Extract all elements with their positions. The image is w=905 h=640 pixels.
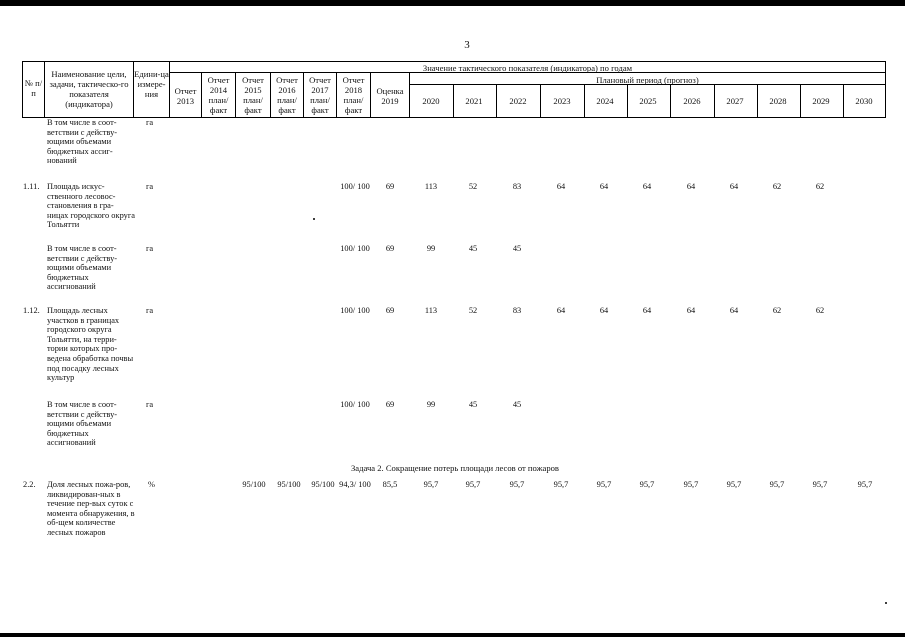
value-2027: 64 [729, 306, 739, 315]
value-2018: 100/ 100 [340, 182, 370, 191]
row-number: 2.2. [23, 480, 36, 489]
value-2026: 64 [686, 306, 696, 315]
row-number: 1.12. [23, 306, 40, 315]
value-2029: 62 [815, 182, 825, 191]
value-2025: 64 [642, 306, 652, 315]
year-2022: 2022 [509, 96, 527, 106]
row-unit: % [148, 480, 155, 489]
value-2021: 52 [468, 306, 478, 315]
year-2030: 2030 [855, 96, 873, 106]
value-2025: 95,7 [639, 480, 655, 489]
year-2021: 2021 [465, 96, 483, 106]
header-report-2015: Отчет 2015 план/ факт [242, 75, 264, 115]
value-2016: 95/100 [277, 480, 301, 489]
header-name: Наименование цели, задачи, тактическо-го показателя (индикатора) [49, 69, 129, 109]
value-2030: 95,7 [857, 480, 873, 489]
value-2029: 62 [815, 306, 825, 315]
row-name: Площадь лесных участков в границах городского округа Тольятти, на терри-тории которых про-ведена обработка почвы под посадку лесных культур [47, 306, 134, 383]
value-2028: 62 [772, 306, 782, 315]
value-2015: 95/100 [242, 480, 266, 489]
header-estimate-2019: Оценка 2019 [376, 86, 404, 106]
value-2029: 95,7 [812, 480, 828, 489]
value-2020: 95,7 [423, 480, 439, 489]
value-2022: 83 [512, 306, 522, 315]
value-2026: 64 [686, 182, 696, 191]
value-2018: 100/ 100 [340, 400, 370, 409]
row-unit: га [146, 400, 154, 409]
year-2023: 2023 [553, 96, 571, 106]
year-2027: 2027 [726, 96, 744, 106]
value-2022: 83 [512, 182, 522, 191]
value-2022: 45 [512, 244, 522, 253]
row-unit: га [146, 306, 154, 315]
task-2-title: Задача 2. Сокращение потерь площади лесов от пожаров [350, 463, 559, 473]
row-name: Площадь искус-ственного лесовос-становления в гра-ницах городского округа Тольятти [47, 182, 135, 230]
value-2019: 69 [385, 306, 395, 315]
header-report-2017: Отчет 2017 план/ факт [309, 75, 331, 115]
scan-speck [885, 602, 887, 604]
value-2024: 64 [599, 306, 609, 315]
value-2020: 113 [424, 182, 438, 191]
header-report-2016: Отчет 2016 план/ факт [276, 75, 298, 115]
value-2018: 94,3/ 100 [339, 480, 371, 489]
row-name: В том числе в соот-ветствии с действу-ющими объемами бюджетных ассигнований [47, 244, 118, 292]
header-group-title: Значение тактического показателя (индикатора) по годам [422, 63, 633, 73]
value-2028: 62 [772, 182, 782, 191]
header-unit: Едини-ца измере-ния [134, 69, 169, 99]
header-no: № п/п [24, 78, 43, 98]
value-2019: 69 [385, 182, 395, 191]
scan-speck [313, 218, 315, 220]
value-2018: 100/ 100 [340, 244, 370, 253]
value-2027: 64 [729, 182, 739, 191]
value-2023: 64 [556, 306, 566, 315]
row-name: В том числе в соот-ветствии с действу-ющими объемами бюджетных ассиг-нований [47, 118, 118, 166]
row-unit: га [146, 244, 154, 253]
row-name: В том числе в соот-ветствии с действу-ющими объемами бюджетных ассигнований [47, 400, 118, 448]
value-2020: 113 [424, 306, 438, 315]
year-2028: 2028 [769, 96, 787, 106]
header-plan-period: Плановый период (прогноз) [596, 75, 699, 85]
header-report-2018: Отчет 2018 план/ факт [342, 75, 365, 115]
value-2021: 45 [468, 400, 478, 409]
header-report-2013: Отчет 2013 [174, 86, 197, 106]
value-2022: 45 [512, 400, 522, 409]
value-2021: 95,7 [465, 480, 481, 489]
value-2019: 69 [385, 400, 395, 409]
value-2023: 64 [556, 182, 566, 191]
value-2024: 64 [599, 182, 609, 191]
top-border [0, 0, 905, 6]
value-2017: 95/100 [311, 480, 335, 489]
page-number: 3 [464, 39, 470, 51]
year-2024: 2024 [596, 96, 614, 106]
value-2025: 64 [642, 182, 652, 191]
bottom-border [0, 633, 905, 637]
year-2029: 2029 [812, 96, 830, 106]
year-2026: 2026 [683, 96, 701, 106]
header-report-2014: Отчет 2014 план/ факт [207, 75, 230, 115]
value-2028: 95,7 [769, 480, 785, 489]
year-2020: 2020 [422, 96, 440, 106]
value-2020: 99 [426, 244, 436, 253]
value-2024: 95,7 [596, 480, 612, 489]
value-2019: 85,5 [382, 480, 398, 489]
value-2021: 52 [468, 182, 478, 191]
value-2020: 99 [426, 400, 436, 409]
value-2018: 100/ 100 [340, 306, 370, 315]
row-unit: га [146, 182, 154, 191]
year-2025: 2025 [639, 96, 657, 106]
value-2019: 69 [385, 244, 395, 253]
value-2021: 45 [468, 244, 478, 253]
row-unit: га [146, 118, 154, 127]
value-2022: 95,7 [509, 480, 525, 489]
value-2023: 95,7 [553, 480, 569, 489]
row-name: Доля лесных пожа-ров, ликвидирован-ных в течение пер-вых суток с момента обнаружения, в об-щем количестве лесных пожаров [47, 480, 135, 537]
value-2026: 95,7 [683, 480, 699, 489]
row-number: 1.11. [23, 182, 40, 191]
value-2027: 95,7 [726, 480, 742, 489]
